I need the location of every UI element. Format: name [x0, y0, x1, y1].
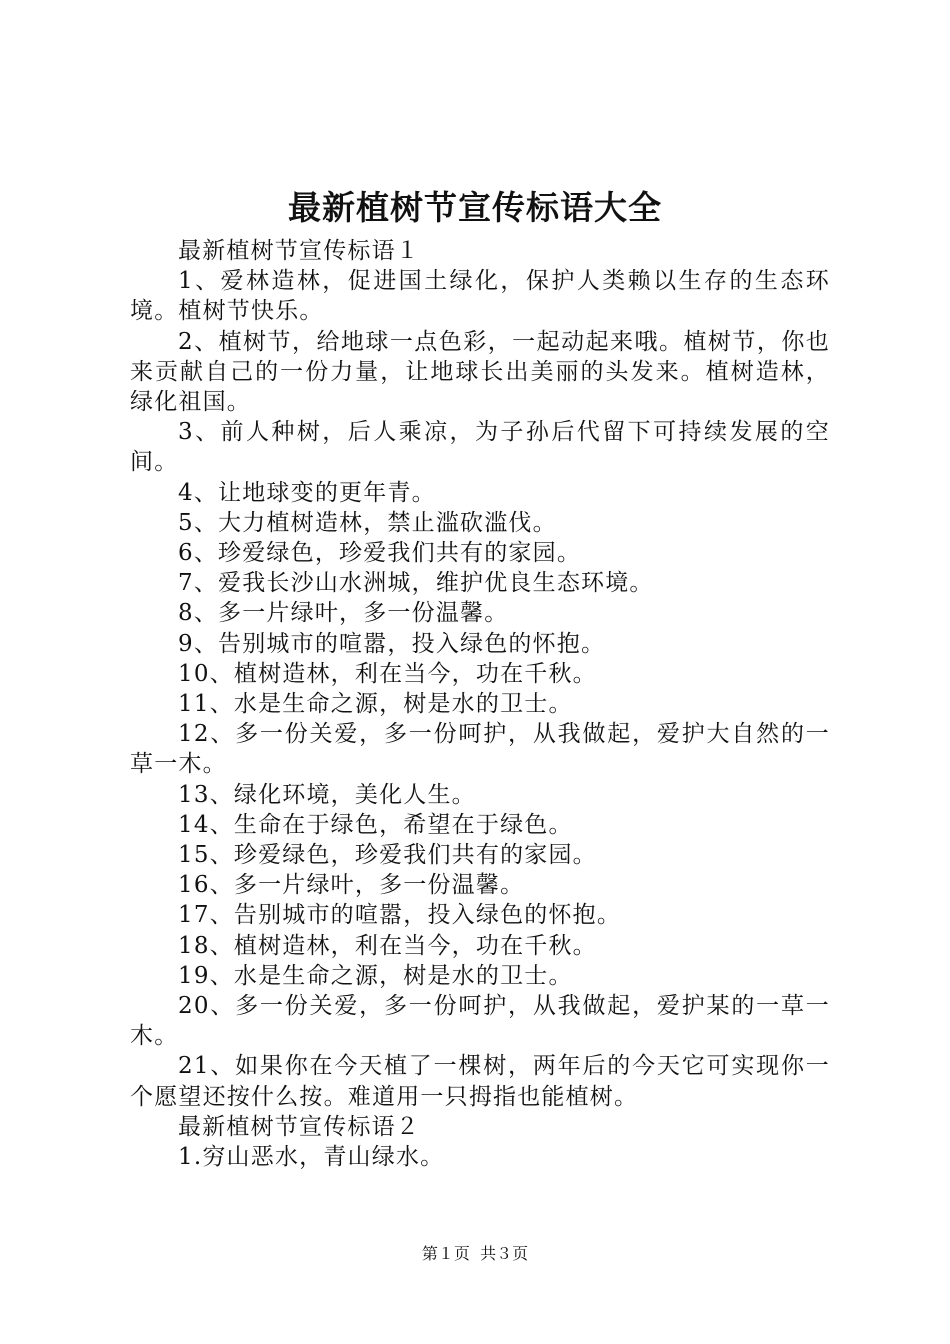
slogan-item: 6、珍爱绿色，珍爱我们共有的家园。 [178, 540, 582, 567]
slogan-item: 12、多一份关爱，多一份呵护，从我做起，爱护大自然的一草一木。 [130, 721, 830, 778]
slogan-item: 11、水是生命之源，树是水的卫士。 [178, 691, 573, 718]
slogan-item: 3、前人种树，后人乘凉，为子孙后代留下可持续发展的空间。 [130, 419, 830, 476]
slogan-item: 1.穷山恶水，青山绿水。 [178, 1144, 445, 1171]
slogan-item: 5、大力植树造林，禁止滥砍滥伐。 [178, 509, 557, 536]
slogan-item: 21、如果你在今天植了一棵树，两年后的今天它可实现你一个愿望还按什么按。难道用一只拇指也能植树。 [130, 1053, 830, 1110]
page-footer [0, 1243, 950, 1265]
slogan-item: 13、绿化环境，美化人生。 [178, 781, 476, 808]
document-body [130, 236, 830, 1172]
slogan-item: 18、植树造林，利在当今，功在千秋。 [178, 932, 597, 959]
slogan-item: 1、爱林造林，促进国土绿化，保护人类赖以生存的生态环境。植树节快乐。 [130, 268, 830, 325]
slogan-item: 2、植树节，给地球一点色彩，一起动起来哦。植树节，你也来贡献自己的一份力量，让地球长出美丽的头发来。植树造林，绿化祖国。 [130, 328, 830, 416]
slogan-item: 17、告别城市的喧嚣，投入绿色的怀抱。 [178, 902, 622, 929]
slogan-item: 7、爱我长沙山水洲城，维护优良生态环境。 [178, 570, 654, 597]
page-number: 第１页 [421, 1244, 470, 1263]
slogan-item: 19、水是生命之源，树是水的卫士。 [178, 962, 573, 989]
slogan-item: 14、生命在于绿色，希望在于绿色。 [178, 811, 573, 838]
slogan-item: 9、告别城市的喧嚣，投入绿色的怀抱。 [178, 630, 606, 657]
section-heading-1: 最新植树节宣传标语１ [178, 238, 420, 264]
slogan-item: 16、多一片绿叶，多一份温馨。 [178, 872, 525, 899]
section-heading-2: 最新植树节宣传标语２ [178, 1113, 420, 1140]
slogan-item: 8、多一片绿叶，多一份温馨。 [178, 600, 509, 627]
slogan-item: 15、珍爱绿色，珍爱我们共有的家园。 [178, 842, 597, 869]
slogan-item: 4、让地球变的更年青。 [178, 479, 436, 506]
slogan-item: 10、植树造林，利在当今，功在千秋。 [178, 660, 597, 687]
page-total: 共３页 [480, 1244, 529, 1263]
document-title: 最新植树节宣传标语大全 [288, 188, 662, 227]
slogan-item: 20、多一份关爱，多一份呵护，从我做起，爱护某的一草一木。 [130, 993, 830, 1050]
